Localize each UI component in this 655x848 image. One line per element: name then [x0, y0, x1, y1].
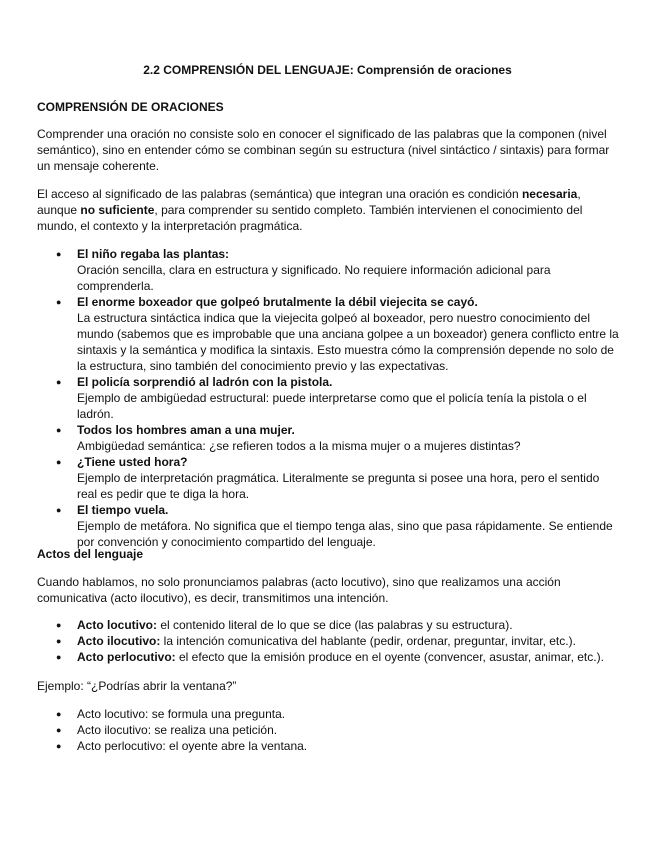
example-sentence: ● ¿Tiene usted hora?: [77, 455, 188, 469]
list-item: [37, 294, 622, 374]
list-item: [37, 454, 622, 502]
section-heading-actos: Actos del lenguaje: [37, 547, 144, 561]
example-sentence: ● Todos los hombres aman a una mujer.: [77, 423, 295, 437]
act-term: Acto locutivo:: [77, 618, 157, 632]
act-term: Acto ilocutivo:: [77, 634, 161, 648]
example-sentence: ● El tiempo vuela.: [77, 503, 169, 517]
list-item: [37, 374, 622, 422]
paragraph-actos: Cuando hablamos, no solo pronunciamos palabras (acto locutivo), sino que realizamos una acción comunicativa (acto ilocutivo), es decir, transmitimos una intención.: [37, 575, 561, 605]
example-intro: Ejemplo: “¿Podrías abrir la ventana?”: [37, 679, 237, 693]
acts-list: [37, 617, 618, 665]
examples-list: [37, 246, 622, 550]
act-definition: la intención comunicativa del hablante (pedir, ordenar, preguntar, invitar, etc.).: [160, 634, 576, 648]
example-sentence: ● El policía sorprendió al ladrón con la pistola.: [77, 375, 333, 389]
list-item: ● Acto perlocutivo: el oyente abre la ventana.: [37, 738, 618, 754]
example-explanation: Ejemplo de ambigüedad estructural: puede interpretarse como que el policía tenía la pistola o el ladrón.: [77, 391, 587, 421]
list-item: [37, 649, 618, 665]
paragraph-text: , aunque: [37, 187, 581, 217]
paragraph-text: , para comprender su sentido completo. También intervienen el conocimiento del mundo, el contexto y la interpretación pragmática.: [37, 203, 583, 233]
act-definition: el efecto que la emisión produce en el oyente (convencer, asustar, animar, etc.).: [175, 650, 604, 664]
act-term: Acto perlocutivo:: [77, 650, 176, 664]
example-explanation: Ejemplo de metáfora. No significa que el tiempo tenga alas, sino que pasa rápidamente. Se entiende por convención y conocimiento compartido del lenguaje.: [77, 519, 613, 549]
paragraph-intro: Comprender una oración no consiste solo en conocer el significado de las palabras que la componen (nivel semántico), sino en entender cómo se combinan según su estructura (nivel sintáctico / sintaxis) para formar un mensaje coherente.: [37, 127, 610, 173]
list-item: [37, 633, 618, 649]
list-item: [37, 422, 622, 454]
list-item: [37, 246, 622, 294]
example-explanation: Ejemplo de interpretación pragmática. Literalmente se pregunta si posee una hora, pero el sentido real es pedir que te diga la hora.: [77, 471, 600, 501]
section-heading-comprension: COMPRENSIÓN DE ORACIONES: [37, 100, 224, 114]
emphasis-necesaria: necesaria: [521, 187, 578, 201]
list-item: [37, 617, 618, 633]
example-explanation: Oración sencilla, clara en estructura y significado. No requiere información adicional para comprenderla.: [77, 263, 551, 293]
emphasis-no-suficiente: no suficiente: [80, 203, 155, 217]
example-explanation: La estructura sintáctica indica que la viejecita golpeó al boxeador, pero nuestro conocimiento del mundo (sabemos que es improbable que una anciana golpee a un boxeador) genera conflicto entre la sintaxis y la semántica y modifica la sintaxis. Esto muestra cómo la comprensión depende no solo de la estructura, sino también del conocimiento previo y las expectativas.: [77, 311, 619, 373]
example-sentence: ● El enorme boxeador que golpeó brutalmente la débil viejecita se cayó.: [77, 295, 478, 309]
example-acts-list: [37, 706, 618, 754]
example-explanation: Ambigüedad semántica: ¿se refieren todos a la misma mujer o a mujeres distintas?: [77, 439, 521, 453]
list-item: ● Acto locutivo: se formula una pregunta.: [37, 706, 618, 722]
page-title: 2.2 COMPRENSIÓN DEL LENGUAJE: Comprensión de oraciones: [143, 63, 512, 77]
example-sentence: ● El niño regaba las plantas:: [77, 247, 230, 261]
list-item: ● Acto ilocutivo: se realiza una petición.: [37, 722, 618, 738]
paragraph-semantics: [37, 186, 618, 234]
act-definition: el contenido literal de lo que se dice (las palabras y su estructura).: [157, 618, 513, 632]
paragraph-text: El acceso al significado de las palabras (semántica) que integran una oración es condición: [37, 187, 522, 201]
list-item: [37, 502, 622, 550]
